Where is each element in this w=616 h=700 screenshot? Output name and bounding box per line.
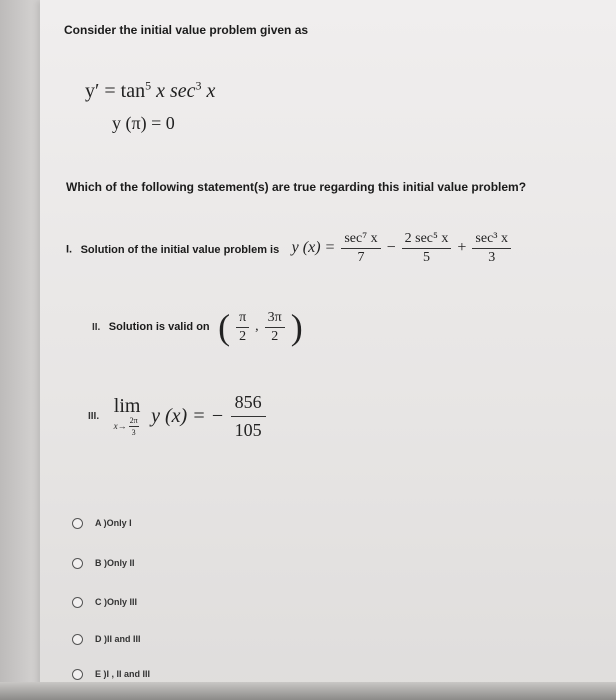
term-1-fraction [341, 231, 380, 266]
limit-value-numerator: 856 [231, 392, 266, 417]
interval-lower-denominator: 2 [239, 328, 247, 344]
term-2-numerator: 2 sec⁵ x [402, 231, 452, 249]
term-3-fraction [472, 231, 511, 266]
page-bottom-edge [0, 682, 616, 700]
operator-minus: − [386, 239, 396, 257]
radio-icon[interactable] [72, 669, 83, 680]
interval-close-paren: ) [290, 307, 303, 347]
term-2-fraction [402, 231, 452, 266]
interval-upper-denominator: 2 [271, 328, 279, 344]
ode-mid: x sec [156, 80, 196, 102]
ode-tan: tan [120, 80, 146, 102]
option-e[interactable] [72, 669, 150, 680]
term-3-numerator: sec³ x [472, 231, 511, 249]
ode-sec-exponent: 3 [195, 78, 202, 93]
term-1-numerator: sec⁷ x [341, 231, 380, 249]
option-b[interactable] [72, 558, 135, 569]
limit-subscript-var: x→ [113, 420, 127, 431]
operator-plus: + [457, 239, 467, 257]
term-2-denominator: 5 [423, 250, 430, 265]
limit-subscript-numerator: 2π [129, 415, 138, 425]
limit-expression: y (x) = − [151, 405, 225, 427]
interval-lower-fraction [236, 310, 249, 345]
ode-equation [85, 80, 215, 103]
statement-3-roman: III. [88, 411, 100, 422]
option-c[interactable] [72, 597, 137, 608]
paper-sheet [40, 0, 616, 700]
page-left-edge [0, 0, 40, 700]
option-b-label: B )Only II [95, 558, 135, 568]
statement-3 [88, 392, 268, 441]
limit-operator [114, 396, 141, 438]
interval-open-paren: ( [218, 307, 231, 347]
statement-1-text: Solution of the initial value problem is [80, 243, 280, 256]
option-c-label: C )Only III [95, 597, 138, 607]
limit-lim: lim [113, 394, 141, 417]
radio-icon[interactable] [72, 558, 83, 569]
ode-end: x [206, 80, 216, 102]
radio-icon[interactable] [72, 597, 83, 608]
ode-lhs: y′ = [85, 80, 116, 102]
term-3-denominator: 3 [488, 250, 496, 265]
interval-upper-numerator: 3π [265, 310, 285, 328]
limit-subscript [114, 416, 141, 438]
option-e-label: E )I , II and III [95, 669, 151, 679]
question-text: Which of the following statement(s) are true regarding this initial value problem? [66, 180, 527, 194]
option-a[interactable] [72, 518, 132, 529]
interval [218, 306, 303, 348]
statement-1-lhs: y (x) = [291, 239, 336, 257]
problem-heading: Consider the initial value problem given as [64, 23, 309, 37]
statement-2-text: Solution is valid on [108, 321, 210, 333]
term-1-denominator: 7 [357, 250, 365, 265]
interval-comma: , [255, 319, 259, 334]
statement-2-roman: II. [92, 321, 101, 333]
interval-upper-fraction [265, 310, 285, 345]
limit-value-denominator: 105 [234, 420, 262, 440]
statement-1-formula [292, 231, 513, 266]
statement-2 [92, 306, 303, 348]
limit-value-fraction [231, 392, 266, 441]
radio-icon[interactable] [72, 518, 83, 529]
option-d-label: D )II and III [95, 634, 141, 644]
initial-condition: y (π) = 0 [112, 113, 175, 133]
interval-lower-numerator: π [236, 310, 249, 328]
statement-1 [66, 231, 513, 266]
option-d[interactable] [72, 634, 141, 645]
limit-subscript-fraction [129, 416, 139, 438]
radio-icon[interactable] [72, 634, 83, 645]
option-a-label: A )Only I [95, 518, 132, 528]
ode-tan-exponent: 5 [145, 78, 152, 93]
statement-1-roman: I. [66, 243, 73, 256]
limit-subscript-denominator: 3 [131, 427, 136, 437]
